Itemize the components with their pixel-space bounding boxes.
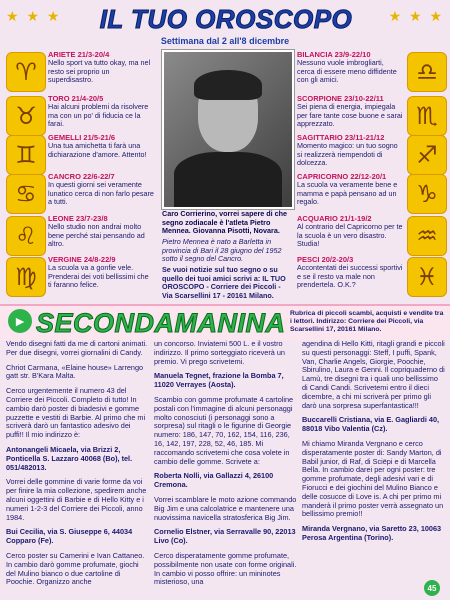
- secondamanina-note: Rubrica di piccoli scambi, acquisti e vendite tra i lettori. Indirizzo: Corriere dei Piccoli, via Scarsellini 17, 20161 Milano.: [290, 310, 444, 333]
- sign-text: Nessuno vuole imbrogliarti, cerca di essere meno diffidente con gli amici.: [297, 58, 397, 85]
- gemini-icon: ♊: [6, 135, 46, 175]
- cancer-icon: ♋: [6, 174, 46, 214]
- week-subtitle: Settimana dal 2 all'8 dicembre: [160, 36, 290, 46]
- sign-text: Al contrario del Capricorno per te la scuola è un vero disastro. Studia!: [297, 222, 403, 249]
- ad-paragraph: Cornelio Elstner, via Serravalle 90, 22013 Livo (Co).: [154, 527, 296, 546]
- ad-paragraph: Vendo disegni fatti da me di cartoni animati. Per due disegni, vorrei giornalini di Candy.: [6, 339, 148, 357]
- virgo-icon: ♍: [6, 257, 46, 297]
- ad-paragraph: Cerco urgentemente il numero 43 del Corriere dei Piccoli. Completo di tutto! In cambio darò poster di biadesivi e gomme puzzette e vestiti di Barbie. Al primo che mi scriverà darò un fantastico adesivo dei puffi!! Il mio indirizzo è:: [6, 386, 146, 440]
- scorpio-icon: ♏: [407, 96, 447, 136]
- sign-text: Nello sport va tutto okay, ma nel resto sei proprio un superdisastro.: [48, 58, 151, 85]
- ad-paragraph: un concorso. Inviatemi 500 L. e il vostro indirizzo. Il primo sorteggiato riceverà un premio. Vi prego scrivetemi.: [154, 339, 285, 366]
- ad-paragraph: Scambio con gomme profumate 4 cartoline postali con l'immagine di alcuni personaggi molto conosciuti (i personaggi sono a sorpresa) sul ritagli o le figurine di Georgie numero: 186, 147, 70, 162, 154, 116, 236, 16, 142, 197, 228, 52, 46, 185. Mi raccomando scrivetemi che cosa volete in cambio delle gomme. Scrivete a:: [154, 394, 294, 466]
- ad-paragraph: Roberta Nolli, via Gallazzi 4, 26100 Cremona.: [154, 471, 274, 490]
- sagittarius-icon: ♐: [407, 135, 447, 175]
- sign-name: ACQUARIO 21/1-19/2: [297, 214, 372, 223]
- stars-decoration-right: ★ ★ ★: [388, 8, 444, 24]
- ad-paragraph: Cerco poster su Camerini e Ivan Cattaneo. In cambio darò gomme profumate, giochi del Mulino bianco o due cartoline di Poochie. Organizzo anche: [6, 550, 145, 587]
- column-3: [302, 340, 445, 549]
- center-note: Se vuoi notizie sul tuo segno o su quello dei tuoi amici scrivi a: IL TUO OROSCOPO - Corriere dei Piccoli - Via Scarsellini 17 - 20161 Milano.: [162, 265, 286, 300]
- sign-text: Hai alcuni problemi da risolvere ma con un po' di fiducia ce la farai.: [48, 102, 149, 129]
- ad-paragraph: Antonangeli Micaela, via Brizzi 2, Ponticella S. Lazzaro 40068 (Bo), tel. 051/482013.: [6, 444, 133, 472]
- sign-name: SCORPIONE 23/10-22/11: [297, 94, 384, 103]
- sign-text: Momento magico: un tuo sogno si realizzerà riempendoti di dolcezza.: [297, 141, 398, 168]
- ad-paragraph: Manuela Tegnet, frazione la Bomba 7, 11020 Verrayes (Aosta).: [154, 371, 284, 390]
- sign-name: SAGITTARIO 23/11-21/12: [297, 133, 385, 142]
- sign-name: BILANCIA 23/9-22/10: [297, 50, 371, 59]
- sign-text: Sei piena di energia, impiegala per fare tante cose buone e sarai apprezzato.: [297, 102, 403, 129]
- page-number: 45: [424, 580, 440, 596]
- ad-paragraph: Chriot Carmana, «Elaine house» Larrengo gatt str. B'Kara Malta.: [6, 362, 144, 381]
- sign-name: PESCI 20/2-20/3: [297, 255, 354, 264]
- horoscope-title: IL TUO OROSCOPO: [99, 4, 353, 34]
- sign-text: Una tua amichetta ti farà una dichiarazione d'amore. Attento!: [48, 141, 147, 159]
- ad-paragraph: Buccarelli Cristiana, via E. Gagliardi 40, 88018 Vibo Valentia (Cz).: [302, 415, 440, 434]
- sign-text: La scuola va veramente bene e mamma e papà pensano ad un regalo.: [297, 180, 398, 207]
- sign-name: CAPRICORNO 22/12-20/1: [297, 172, 387, 181]
- secondamanina-title: SECONDAMANINA: [36, 308, 286, 338]
- taurus-icon: ♉: [6, 96, 46, 136]
- aries-icon: ♈: [6, 52, 46, 92]
- sign-name: VERGINE 24/8-22/9: [48, 255, 116, 264]
- ad-paragraph: Cerco disperatamente gomme profumate, possibilmente non usate con forme originali. In cambio vi posso offrire: un mininotes misterioso, una: [154, 550, 297, 587]
- column-1: [6, 340, 149, 593]
- sign-text: Nello studio non andrai molto bene perché stai pensando ad altro.: [48, 222, 145, 249]
- arrow-icon: ►: [8, 309, 32, 333]
- leo-icon: ♌: [6, 216, 46, 256]
- sign-text: Accontentati dei successi sportivi e se il resto va male non prendertela. O.K.?: [297, 263, 403, 290]
- sign-name: ARIETE 21/3-20/4: [48, 50, 110, 59]
- column-2: [154, 340, 297, 593]
- ad-paragraph: Mi chiamo Miranda Vergnano e cerco disperatamente poster di: Sandy Marton, di Babil junior, di Raf, di Sciëpi e di Marcella Bella. In cambio darei per ogni poster: tre gomme profumate, degli adesivi vari e di Fiorucci e dei giochini del Mulino Bianco e delle cosucce di Love is. A chi per primo mi manderà il primo poster verrà assegnato un bellissimo premio!!: [302, 438, 444, 519]
- ad-paragraph: agendina di Hello Kitti, ritagli grandi e piccoli su questi personaggi: Steff, I puffi, Spank, Van, Charlie Angels, Giorgie, Poochie, Sbirulino, Laura e Genni. Il copriquaderno di Lamù, tre disegni tra i quali uno bellissimo di Candi Candi. Scrivetemi entro il dieci dicembre, a chi mi scriverà per primo gli darò una sorpresa superfantastica!!!: [302, 339, 445, 410]
- aquarius-icon: ♒: [407, 216, 447, 256]
- stars-decoration-left: ★ ★ ★: [6, 8, 62, 24]
- ad-paragraph: Bui Cecilia, via S. Giuseppe 6, 44034 Copparo (Fe).: [6, 527, 133, 546]
- sign-name: CANCRO 22/6-22/7: [48, 172, 115, 181]
- ad-paragraph: Vorrei scamblare le moto azione commando Big Jim e una calcolatrice e mantenere una nuovissima navicella stratosferica Big Jim.: [154, 494, 297, 522]
- sign-name: GEMELLI 21/5-21/6: [48, 133, 116, 142]
- portrait-photo: [162, 50, 294, 209]
- center-caption: Caro Corrierino, vorrei sapere di che segno zodiacale è l'atleta Pietro Mennea. Giovanna Pisotti, Novara.: [162, 209, 288, 236]
- libra-icon: ♎: [407, 52, 447, 92]
- ad-paragraph: Miranda Vergnano, via Saretto 23, 10063 Perosa Argentina (Torino).: [302, 524, 442, 542]
- ad-paragraph: Vorrei delle gommine di varie forme da voi per finire la mia collezione, spedirem anche alcuni oggettini di Barbie e di Hello Kitty e i numeri 1-2-3 del Corriere dei Piccoli, anno 1984.: [6, 477, 147, 522]
- center-answer: Pietro Mennea è nato a Barletta in provincia di Bari il 28 giugno del 1952 sotto il segno del Cancro.: [162, 237, 282, 264]
- pisces-icon: ♓: [407, 257, 447, 297]
- secondamanina-band: [0, 304, 450, 340]
- sign-name: LEONE 23/7-23/8: [48, 214, 108, 223]
- sign-text: In questi giorni sei veramente lunatico cerca di non farlo pesare a tutti.: [48, 180, 154, 207]
- capricorn-icon: ♑: [407, 174, 447, 214]
- sign-name: TORO 21/4-20/5: [48, 94, 104, 103]
- sign-text: La scuola va a gonfie vele. Prenderai dei voti bellissimi che ti faranno felice.: [48, 263, 149, 290]
